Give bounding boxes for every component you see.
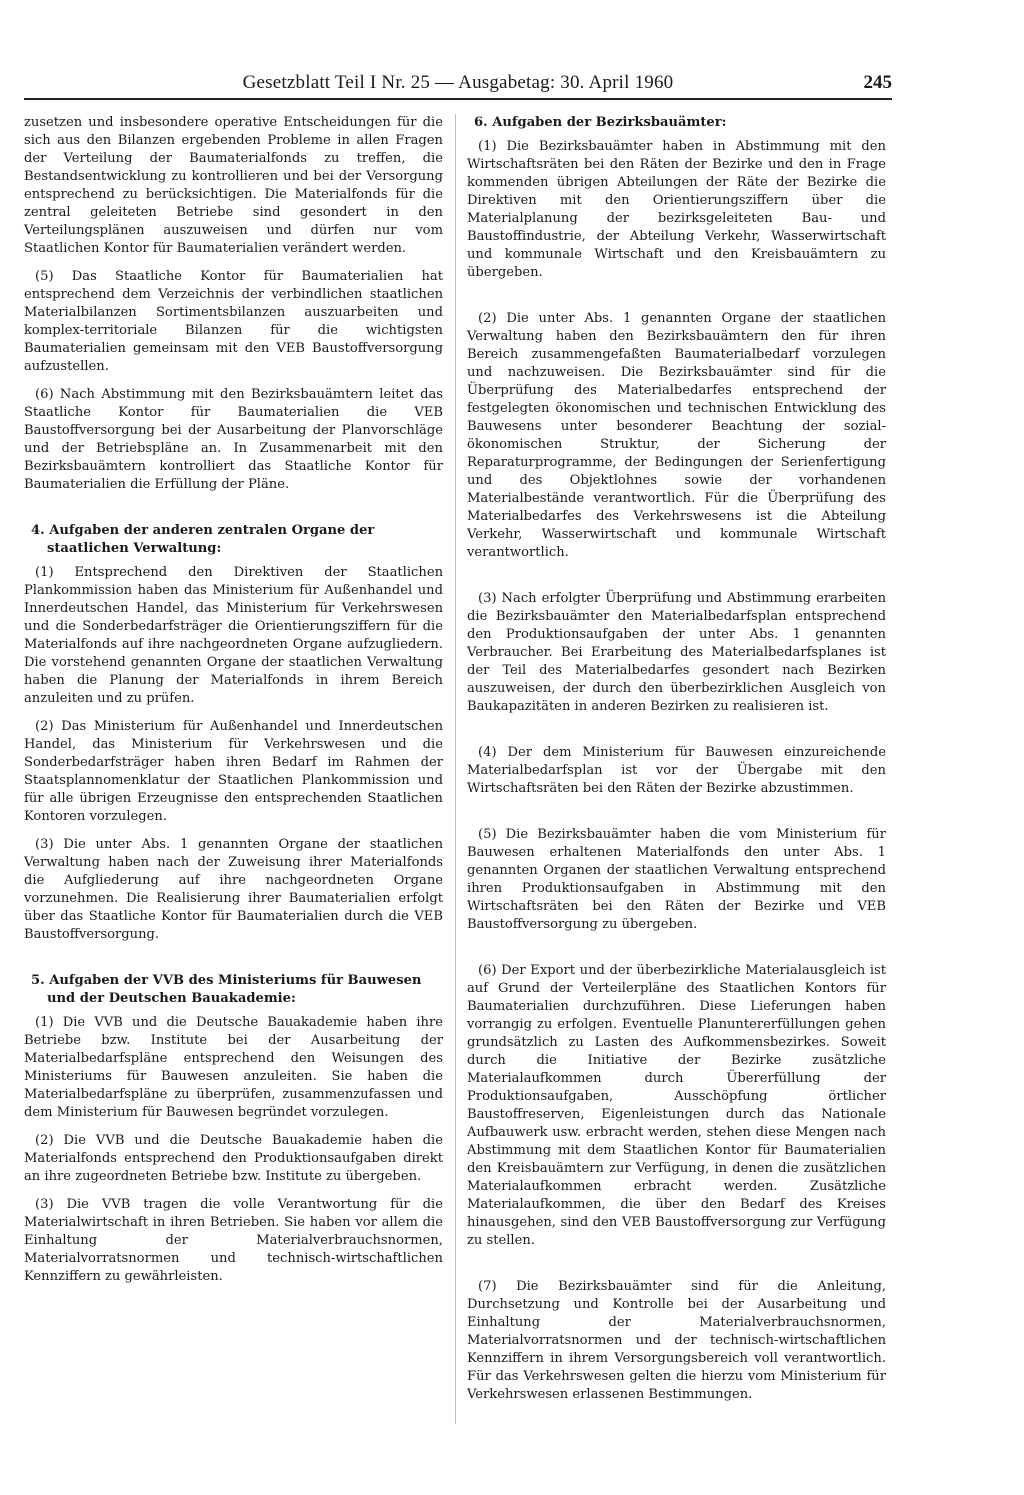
paragraph: (5) Das Staatliche Kontor für Baumaterialien hat entsprechend dem Verzeichnis der verbindlichen staatlichen Materialbilanzen Sortimentsbilanzen auszuarbeiten und komplex-territoriale Bilanzen für die wichtigsten Baumaterialien gemeinsam mit den VEB Baustoffversorgung aufzustellen. [24,269,443,374]
section-heading-5: 5. Aufgaben der VVB des Ministeriums für Bauwesen und der Deutschen Bauakademie: [31,973,422,1006]
paragraph: (1) Die Bezirksbauämter haben in Abstimmung mit den Wirtschaftsräten bei den Räten der Bezirke und den in Frage kommenden übrigen Abteilungen der Räte der Bezirke die Direktiven mit den Orientierungsziffern über die Materialplanung der bezirksgeleiteten Bau- und Baustoffindustrie, der Abteilung Verkehr, Wasserwirtschaft und kommunale Wirtschaft und den Kreisbauämtern zu übergeben. [467,139,886,280]
right-column [467,114,886,1414]
paragraph: (3) Nach erfolgter Überprüfung und Abstimmung erarbeiten die Bezirksbauämter den Materialbedarfsplan entsprechend den Produktionsaufgaben der unter Abs. 1 genannten Verbraucher. Bei Erarbeitung des Materialbedarfsplanes ist der Teil des Materialbedarfes gesondert nach Bezirken auszuweisen, der durch den überbezirklichen Ausgleich von Baukapazitäten in anderen Bezirken zu realisieren ist. [467,591,886,714]
section-heading-6: 6. Aufgaben der Bezirksbauämter: [474,115,727,130]
paragraph: (2) Die unter Abs. 1 genannten Organe der staatlichen Verwaltung haben den Bezirksbauämtern den für ihren Bereich zusammengefaßten Baumaterialbedarf vorzulegen und nachzuweisen. Die Bezirksbauämter sind für die Überprüfung des Materialbedarfes entsprechend der festgelegten ökonomischen und technischen Entwicklung des Bauwesens unter besonderer Beachtung der sozial-ökonomischen Struktur, der Sicherung der Reparaturprogramme, der Bedingungen der Serienfertigung und des Objektlohnes sowie der vorhandenen Materialbestände verantwortlich. Für die Überprüfung des Materialbedarfes des Verkehrswesens ist die Abteilung Verkehr, Wasserwirtschaft und kommunale Wirtschaft verantwortlich. [467,311,886,560]
section-heading-4: 4. Aufgaben der anderen zentralen Organe der staatlichen Verwaltung: [31,523,375,556]
paragraph: (1) Entsprechend den Direktiven der Staatlichen Plankommission haben das Ministerium für Außenhandel und Innerdeutschen Handel, das Ministerium für Verkehrswesen und die Sonderbedarfsträger die Orientierungsziffern für die Materialfonds auf ihre nachgeordneten Organe aufzugliedern. Die vorstehend genannten Organe der staatlichen Verwaltung haben die Planung der Materialfonds in ihrem Bereich anzuleiten und zu prüfen. [24,565,443,706]
paragraph: (6) Nach Abstimmung mit den Bezirksbauämtern leitet das Staatliche Kontor für Baumaterialien die VEB Baustoffversorgung bei der Ausarbeitung der Planvorschläge und der Betriebspläne an. In Zusammenarbeit mit den Bezirksbauämtern kontrolliert das Staatliche Kontor für Baumaterialien die Erfüllung der Pläne. [24,387,443,492]
paragraph: (2) Das Ministerium für Außenhandel und Innerdeutschen Handel, das Ministerium für Verkehrswesen und die Sonderbedarfsträger haben ihren Bedarf im Rahmen der Staatsplannomenklatur der Staatlichen Plankommission und für alle übrigen Erzeugnisse den entsprechenden Staatlichen Kontoren vorzulegen. [24,719,443,824]
paragraph: (3) Die unter Abs. 1 genannten Organe der staatlichen Verwaltung haben nach der Zuweisung ihrer Materialfonds die Aufgliederung auf ihre nachgeordneten Organe vorzunehmen. Die Realisierung ihrer Baumaterialien erfolgt über das Staatliche Kontor für Baumaterialien durch die VEB Baustoffversorgung. [24,837,443,942]
paragraph: (4) Der dem Ministerium für Bauwesen einzureichende Materialbedarfsplan ist vor der Übergabe mit den Wirtschaftsräten bei den Räten der Bezirke abzustimmen. [467,745,886,796]
paragraph: (7) Die Bezirksbauämter sind für die Anleitung, Durchsetzung und Kontrolle bei der Ausarbeitung und Einhaltung der Materialverbrauchsnormen, Materialvorratsnormen und der technisch-wirtschaftlichen Kennziffern in ihrem Versorgungsbereich voll verantwortlich. Für das Verkehrswesen gelten die hierzu vom Ministerium für Verkehrswesen erlassenen Bestimmungen. [467,1279,886,1402]
column-divider [455,114,456,1424]
left-column [24,114,443,1296]
page-header [24,72,892,100]
paragraph: (6) Der Export und der überbezirkliche Materialausgleich ist auf Grund der Verteilerpläne des Staatlichen Kontors für Baumaterialien durchzuführen. Diese Lieferungen haben vorrangig zu erfolgen. Eventuelle Planuntererfüllungen gehen grundsätzlich zu Lasten des Aufkommensbezirkes. Soweit durch die Initiative der Bezirke zusätzliche Materialaufkommen durch Übererfüllung der Produktionsaufgaben, Ausschöpfung örtlicher Baustoffreserven, Eigenleistungen durch das Nationale Aufbauwerk usw. erbracht werden, stehen diese Mengen nach Abstimmung mit dem Staatlichen Kontor für Baumaterialien den Kreisbauämtern zur Verfügung, in denen die zusätzlichen Materialaufkommen erbracht werden. Zusätzliche Materialaufkommen, die über den Bedarf des Kreises hinausgehen, sind den VEB Baustoffversorgung zur Verfügung zu stellen. [467,963,886,1248]
paragraph: (5) Die Bezirksbauämter haben die vom Ministerium für Bauwesen erhaltenen Materialfonds den unter Abs. 1 genannten Organen der staatlichen Verwaltung entsprechend ihren Produktionsaufgaben in Abstimmung mit den Wirtschaftsräten bei den Räten der Bezirke und VEB Baustoffversorgung zu übergeben. [467,827,886,932]
paragraph: (3) Die VVB tragen die volle Verantwortung für die Materialwirtschaft in ihren Betrieben. Sie haben vor allem die Einhaltung der Materialverbrauchsnormen, Materialvorratsnormen und technisch-wirtschaftlichen Kennziffern zu gewährleisten. [24,1197,443,1284]
page-number: 245 [863,72,892,93]
paragraph: (2) Die VVB und die Deutsche Bauakademie haben die Materialfonds entsprechend den Produktionsaufgaben direkt an ihre zugeordneten Betriebe bzw. Institute zu übergeben. [24,1133,443,1184]
header-title: Gesetzblatt Teil I Nr. 25 — Ausgabetag: 30. April 1960 [242,72,674,93]
paragraph: zusetzen und insbesondere operative Entscheidungen für die sich aus den Bilanzen ergebenden Probleme in allen Fragen der Verteilung der Baumaterialfonds zu treffen, die Bestandsentwicklung zu kontrollieren und bei der Versorgung entsprechend zu berücksichtigen. Die Materialfonds für die zentral geleiteten Betriebe sind gesondert in den Verteilungsplänen auszuweisen und dürfen nur vom Staatlichen Kontor für Baumaterialien verändert werden. [24,115,443,256]
paragraph: (1) Die VVB und die Deutsche Bauakademie haben ihre Betriebe bzw. Institute bei der Ausarbeitung der Materialbedarfspläne entsprechend den Weisungen des Ministeriums für Bauwesen anzuleiten. Sie haben die Materialbedarfspläne zu überprüfen, zusammenzufassen und dem Ministerium für Bauwesen begründet vorzulegen. [24,1015,443,1120]
